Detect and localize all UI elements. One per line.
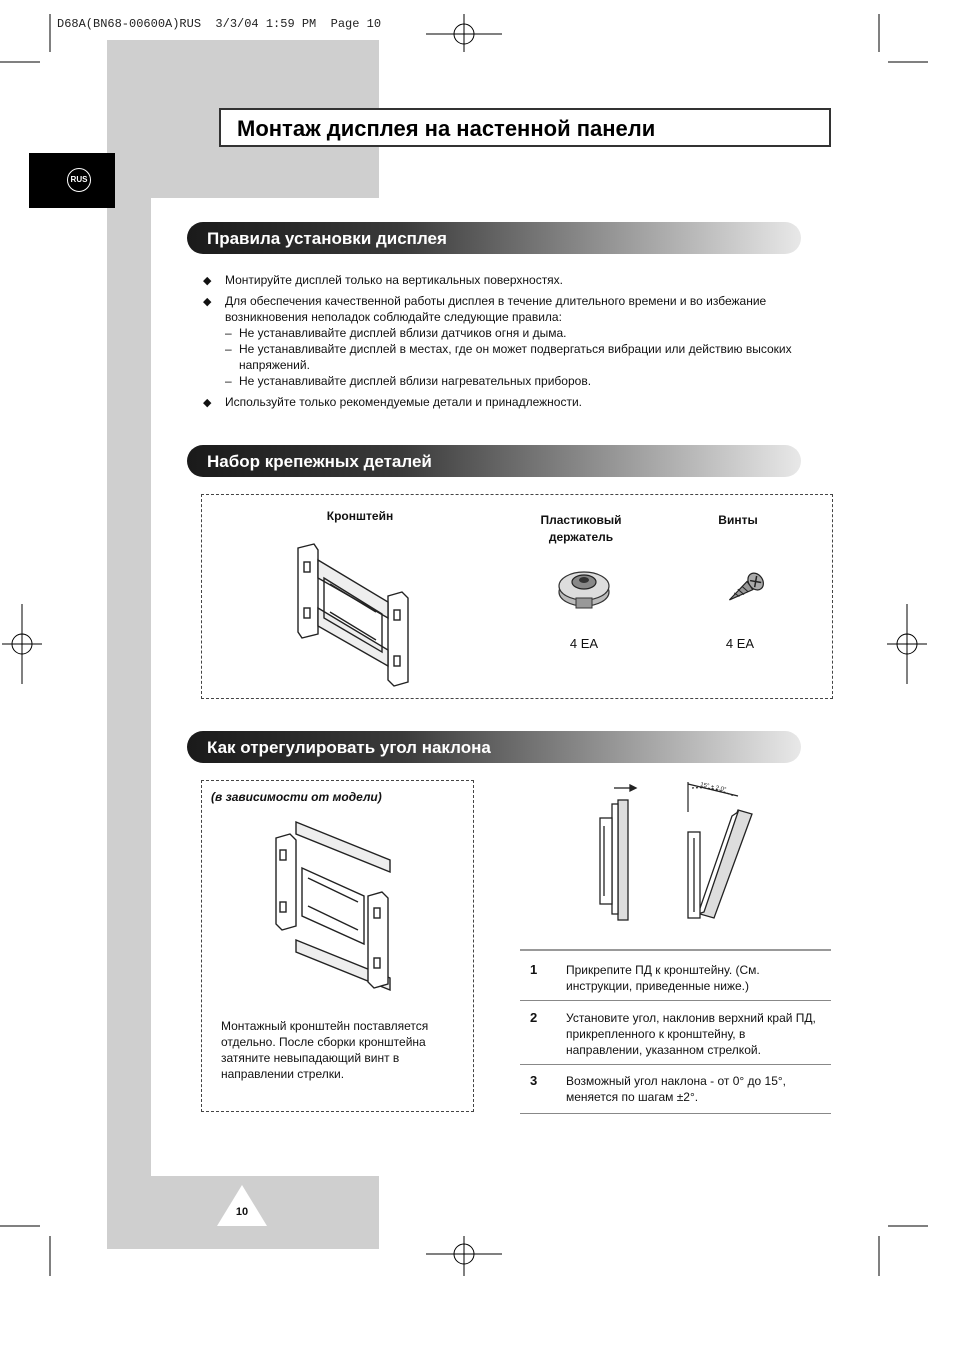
kit-holder-quantity: 4 EA xyxy=(569,636,599,651)
section-title: Набор крепежных деталей xyxy=(207,452,432,471)
list-item xyxy=(203,293,813,389)
label-line: Пластиковый xyxy=(540,513,622,527)
dash-icon: – xyxy=(225,342,232,356)
display-upright-icon xyxy=(592,778,642,928)
list-item xyxy=(203,394,813,410)
sub-item-text: Не устанавливайте дисплей в местах, где он может подвергаться вибрации или действию высоких напряжений. xyxy=(239,342,792,372)
sidebar-gray-left xyxy=(107,198,151,1176)
kit-screw-quantity: 4 EA xyxy=(725,636,755,651)
wall-bracket-icon xyxy=(268,812,408,1012)
section-title: Как отрегулировать угол наклона xyxy=(207,738,491,757)
step-row xyxy=(520,1065,831,1114)
step-row xyxy=(520,1001,831,1065)
page-number: 10 xyxy=(235,1206,249,1218)
print-header: D68A(BN68-00600A)RUS 3/3/04 1:59 PM Page 10 xyxy=(57,17,382,31)
bracket-icon xyxy=(290,538,420,688)
step-text: Возможный угол наклона - от 0° до 15°, меняется по шагам ±2°. xyxy=(566,1074,787,1104)
steps-table xyxy=(520,949,831,1114)
step-row xyxy=(520,951,831,1001)
step-text: Прикрепите ПД к кронштейну. (См. инструкции, приведенные ниже.) xyxy=(566,963,760,993)
step-number: 3 xyxy=(530,1073,538,1088)
sub-item-text: Не устанавливайте дисплей вблизи нагревательных приборов. xyxy=(239,374,592,388)
tilt-description: Монтажный кронштейн поставляется отдельно. После сборки кронштейна затяните невыпадающий винт в направлении стрелки. xyxy=(221,1019,429,1081)
sub-item xyxy=(225,325,813,341)
label-line: держатель xyxy=(548,530,614,544)
section-title: Правила установки дисплея xyxy=(207,229,447,248)
bullet-diamond-icon: ◆ xyxy=(203,296,212,308)
screw-icon xyxy=(720,568,770,610)
section-header-kit xyxy=(187,445,801,477)
kit-holder-label xyxy=(520,512,642,546)
dash-icon: – xyxy=(225,374,232,388)
page-title: Монтаж дисплея на настенной панели xyxy=(237,116,656,141)
display-tilted-icon xyxy=(682,776,772,926)
list-item xyxy=(203,272,813,288)
rules-list xyxy=(203,272,813,415)
section-header-tilt xyxy=(187,731,801,763)
kit-screw-label: Винты xyxy=(718,513,758,527)
plastic-holder-icon xyxy=(556,562,612,612)
model-note: (в зависимости от модели) xyxy=(211,790,382,804)
dash-icon: – xyxy=(225,326,232,340)
bullet-text: Используйте только рекомендуемые детали и принадлежности. xyxy=(225,395,582,409)
step-number: 1 xyxy=(530,962,538,977)
step-text: Установите угол, наклонив верхний край ПД, прикрепленного к кронштейну, в направлении, указанном стрелкой. xyxy=(566,1011,816,1057)
kit-bracket-label: Кронштейн xyxy=(326,509,394,523)
sub-item xyxy=(225,373,813,389)
bullet-text: Для обеспечения качественной работы дисплея в течение длительного времени и во избежание возникновения неполадок соблюдайте следующие правила: xyxy=(225,294,767,324)
bullet-diamond-icon: ◆ xyxy=(203,397,212,409)
sub-item-text: Не устанавливайте дисплей вблизи датчиков огня и дыма. xyxy=(239,326,567,340)
bullet-text: Монтируйте дисплей только на вертикальных поверхностях. xyxy=(225,273,564,287)
page-title-box xyxy=(219,108,831,147)
language-badge: RUS xyxy=(67,168,91,192)
angle-label: 15° ± 2.0° xyxy=(699,782,727,794)
step-number: 2 xyxy=(530,1010,538,1025)
section-header-rules xyxy=(187,222,801,254)
bullet-diamond-icon: ◆ xyxy=(203,275,212,287)
sub-item xyxy=(225,341,799,373)
